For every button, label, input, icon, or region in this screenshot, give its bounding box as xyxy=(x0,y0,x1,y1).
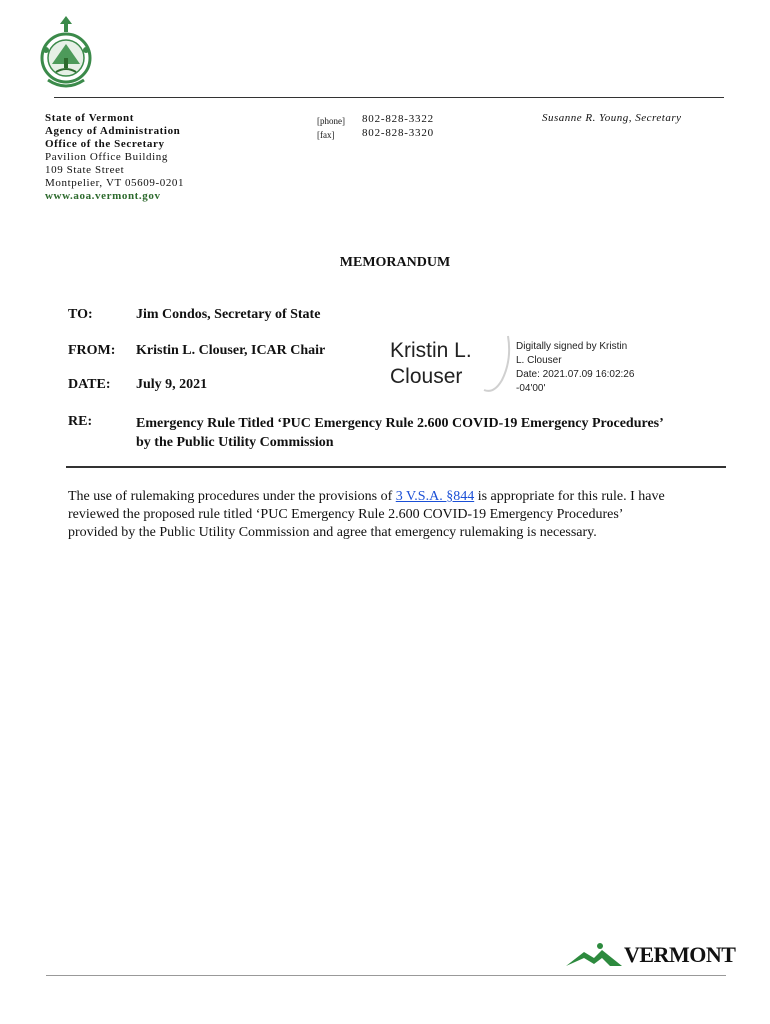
to-label: TO: xyxy=(68,307,93,322)
re-line1: Emergency Rule Titled ‘PUC Emergency Rule 2.600 COVID-19 Emergency Procedures’ xyxy=(136,416,664,431)
from-label: FROM: xyxy=(68,343,116,358)
digital-signature-name[interactable] xyxy=(390,338,472,390)
body-divider xyxy=(66,466,726,468)
statute-link[interactable]: 3 V.S.A. §844 xyxy=(395,489,475,504)
to-value: Jim Condos, Secretary of State xyxy=(136,307,321,322)
fax-label: [fax] xyxy=(317,130,335,140)
signature-detail-line3: Date: 2021.07.09 16:02:26 xyxy=(516,369,635,380)
from-value: Kristin L. Clouser, ICAR Chair xyxy=(136,343,326,358)
signature-name-line2: Clouser xyxy=(390,365,463,388)
body-line2: reviewed the proposed rule titled ‘PUC Emergency Rule 2.600 COVID-19 Emergency Procedures’ xyxy=(68,507,624,522)
mountain-icon xyxy=(564,942,624,968)
signature-name-line1: Kristin L. xyxy=(390,339,472,362)
agency-building: Pavilion Office Building xyxy=(45,151,168,163)
body-line1 xyxy=(68,488,728,506)
body-line3: provided by the Public Utility Commission and agree that emergency rulemaking is necessary. xyxy=(68,525,597,540)
phone-number: 802-828-3322 xyxy=(362,113,434,125)
memo-title: MEMORANDUM xyxy=(339,255,451,270)
header-divider xyxy=(54,97,724,98)
signature-detail-line1: Digitally signed by Kristin xyxy=(516,341,628,352)
agency-website-link[interactable]: www.aoa.vermont.gov xyxy=(45,190,161,202)
agency-state: State of Vermont xyxy=(45,112,135,124)
signature-detail-line4: -04'00' xyxy=(516,383,546,394)
signature-mark-icon xyxy=(478,330,518,400)
footer-logo-text: VERMONT xyxy=(624,942,736,967)
agency-office: Office of the Secretary xyxy=(45,138,165,150)
re-label: RE: xyxy=(68,414,93,429)
agency-city: Montpelier, VT 05609-0201 xyxy=(45,177,185,189)
contact-numbers xyxy=(362,112,434,140)
phone-label: [phone] xyxy=(317,116,345,126)
date-value: July 9, 2021 xyxy=(136,377,208,392)
secretary-name: Susanne R. Young, Secretary xyxy=(542,112,682,124)
agency-street: 109 State Street xyxy=(45,164,125,176)
body-line1-start: The use of rulemaking procedures under the provisions of xyxy=(68,489,396,504)
digital-signature-details xyxy=(516,340,634,396)
fax-number: 802-828-3320 xyxy=(362,127,434,139)
memo-body xyxy=(68,488,728,542)
contact-labels xyxy=(317,114,345,142)
agency-name: Agency of Administration xyxy=(45,125,181,137)
re-line2: by the Public Utility Commission xyxy=(136,435,334,450)
signature-detail-line2: L. Clouser xyxy=(516,355,562,366)
body-line1-end: is appropriate for this rule. I have xyxy=(474,489,665,504)
vermont-seal-logo xyxy=(38,14,94,94)
footer-divider xyxy=(46,975,726,976)
agency-address-block xyxy=(45,112,184,203)
vermont-footer-logo xyxy=(564,940,736,970)
date-label: DATE: xyxy=(68,377,111,392)
re-value xyxy=(136,414,664,452)
